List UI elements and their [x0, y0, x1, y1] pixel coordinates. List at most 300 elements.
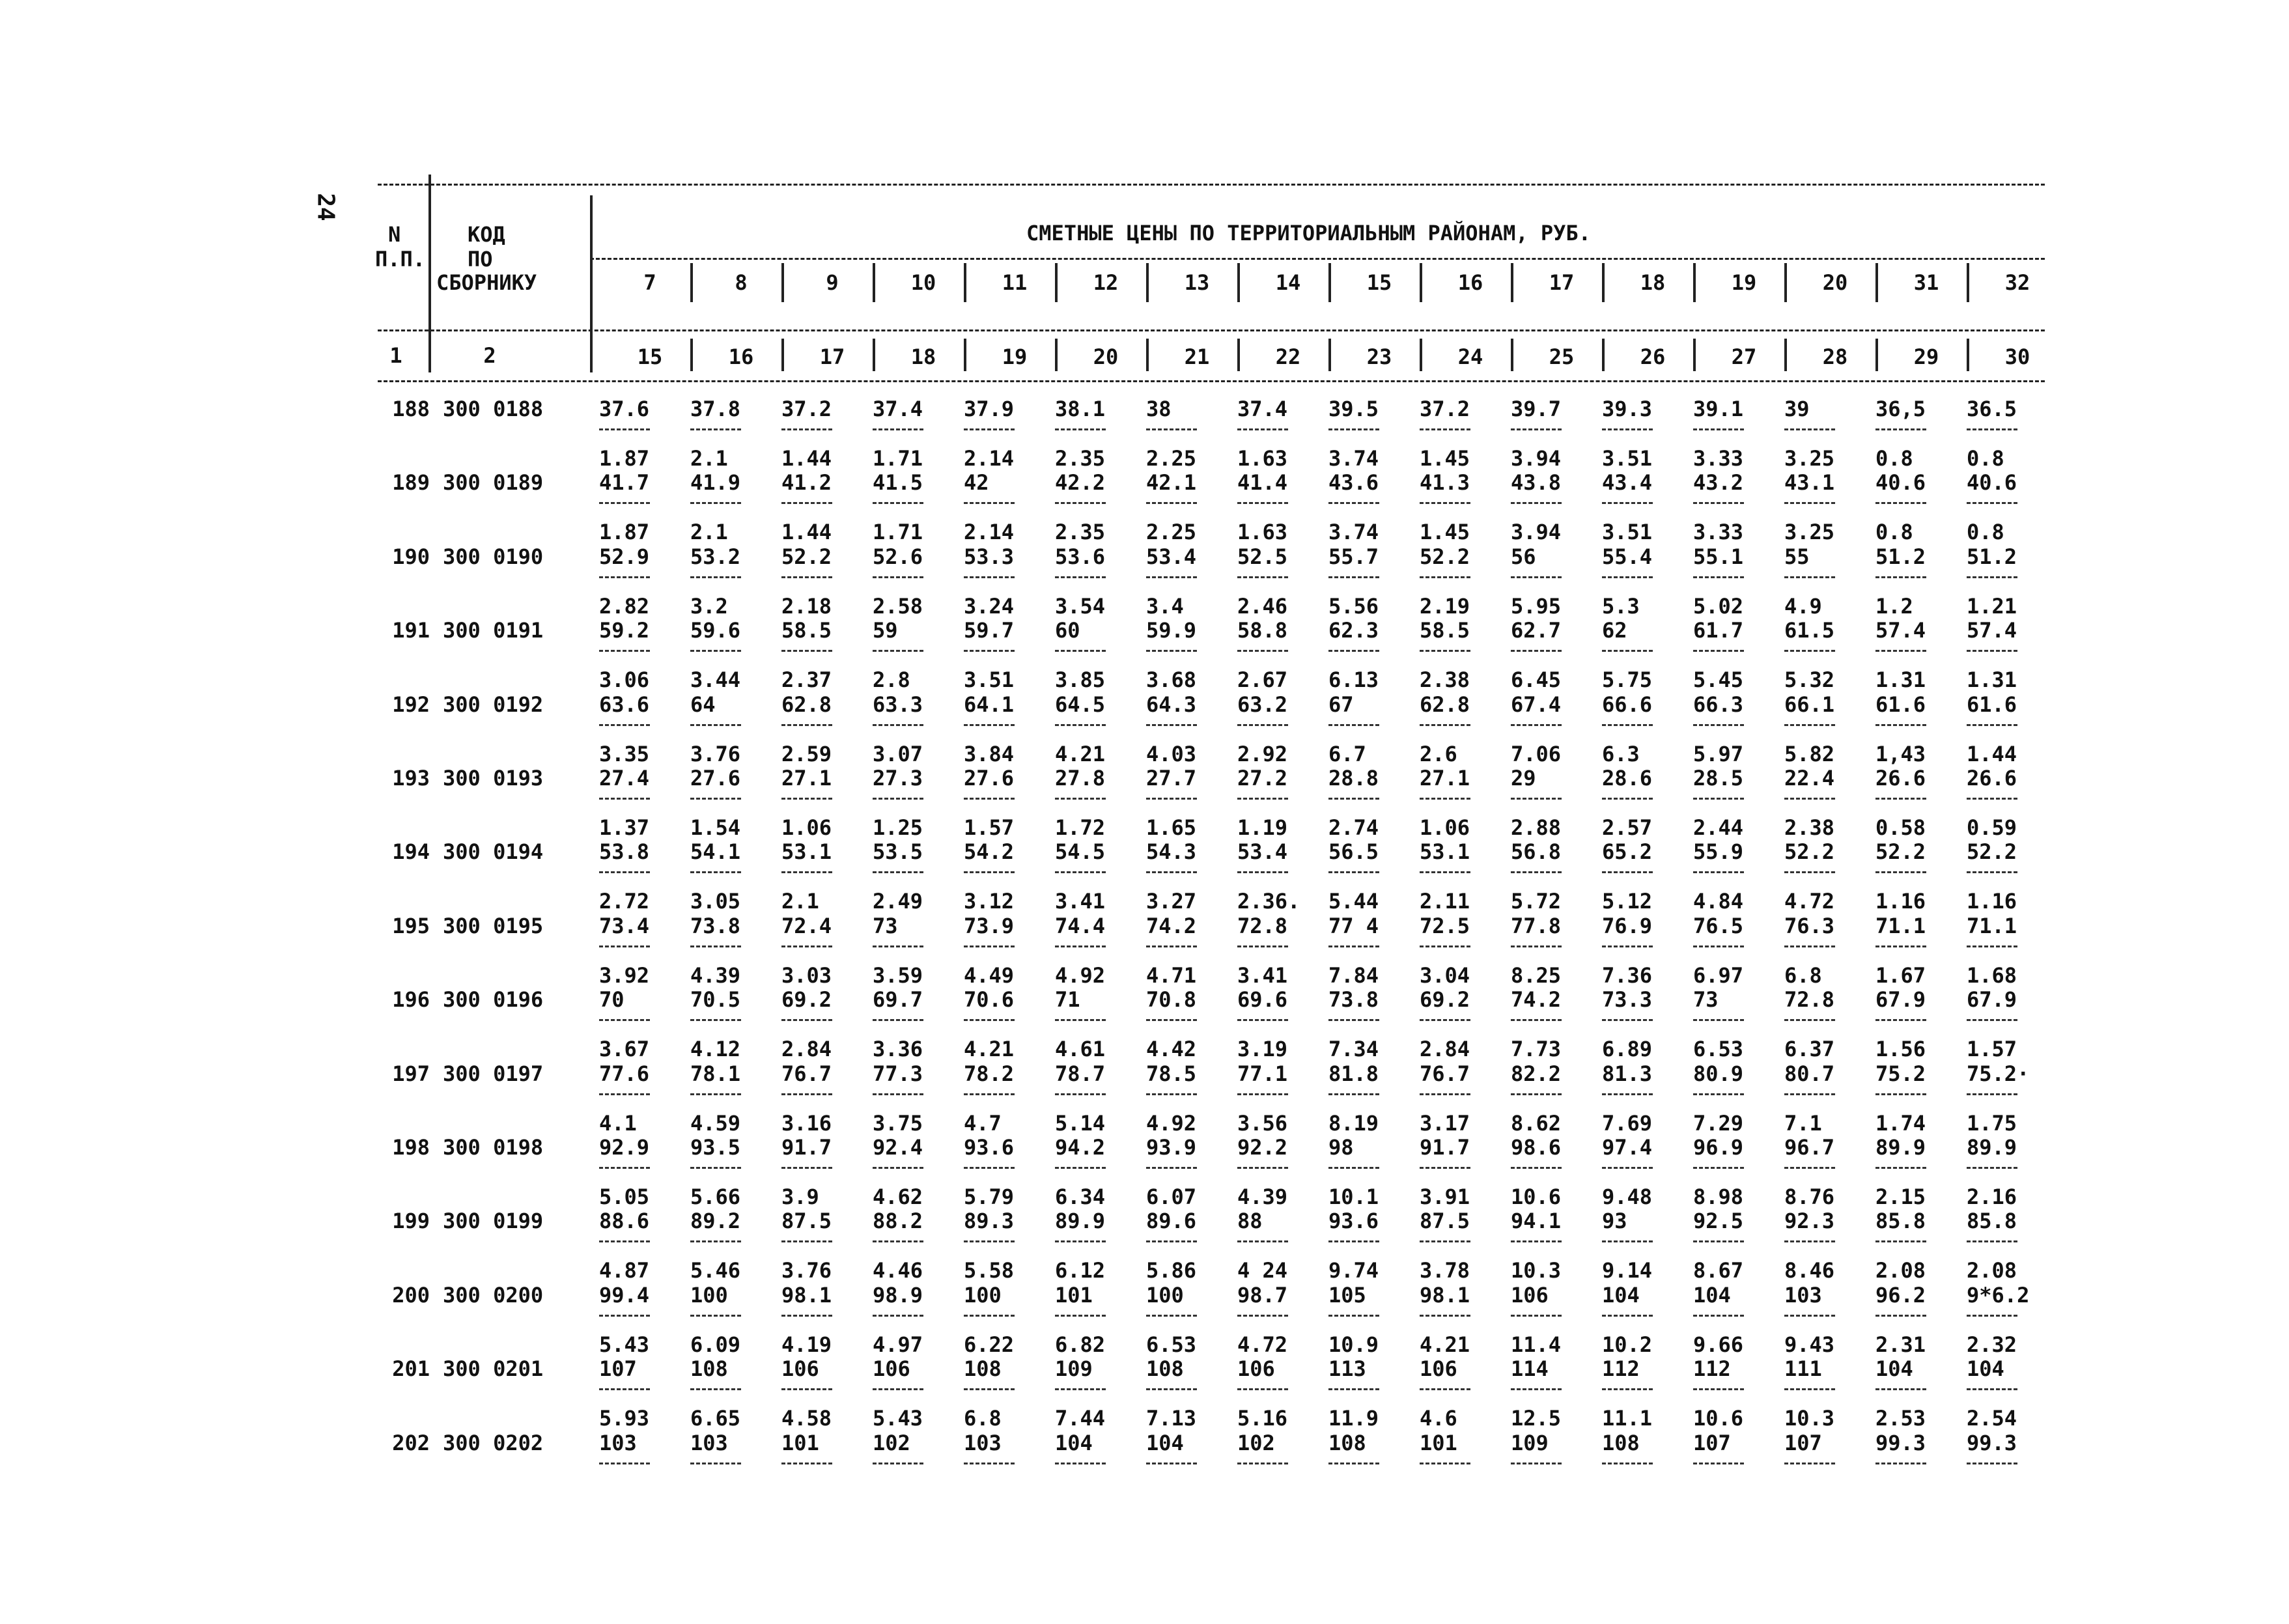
fraction-bar — [1784, 1167, 1835, 1169]
district-lower-label: 27 — [1731, 344, 1757, 369]
price-value-lower: 2.31 — [1875, 1332, 1926, 1357]
price-value: 55.7 — [1328, 544, 1379, 569]
price-value-lower: 3.74 — [1328, 446, 1379, 471]
fraction-bar — [1693, 1388, 1744, 1390]
fraction-bar — [1784, 650, 1835, 652]
fraction-bar — [1237, 1463, 1288, 1464]
district-column-divider — [873, 339, 875, 371]
col-code-line3: СБОРНИКУ — [436, 270, 537, 295]
price-value-lower: 1.75 — [1967, 1110, 2017, 1136]
price-value-lower: 3.92 — [599, 962, 650, 988]
price-value: 98 — [1328, 1135, 1354, 1160]
fraction-bar — [964, 1019, 1015, 1021]
price-value-lower: 3.27 — [1146, 889, 1197, 914]
price-value: 82.2 — [1511, 1061, 1562, 1086]
price-value-lower: 1.25 — [873, 815, 923, 840]
col-index-1: 1 — [389, 343, 402, 368]
price-value: 56.5 — [1328, 839, 1379, 865]
district-column-divider — [964, 263, 966, 302]
price-value: 69.7 — [873, 987, 923, 1013]
price-value-lower: 3.07 — [873, 741, 923, 766]
price-value-lower: 3.54 — [1055, 593, 1106, 619]
price-value-lower: 3.94 — [1511, 520, 1562, 545]
price-value: 39.5 — [1328, 397, 1379, 421]
fraction-bar — [1420, 871, 1470, 873]
price-value: 53.5 — [873, 839, 923, 865]
fraction-bar — [964, 1240, 1015, 1242]
price-value-lower: 3.91 — [1420, 1184, 1470, 1209]
price-value: 55.9 — [1693, 839, 1744, 865]
price-value-lower: 1.54 — [690, 815, 741, 840]
price-value: 43.8 — [1511, 470, 1562, 496]
fraction-bar — [964, 576, 1015, 578]
fraction-bar — [1693, 428, 1744, 430]
price-value-lower: 4.21 — [964, 1037, 1015, 1062]
price-value: 41.2 — [781, 470, 832, 496]
price-value-lower: 2.84 — [781, 1037, 832, 1062]
fraction-bar — [1967, 1019, 2017, 1021]
table-top-rule — [378, 184, 2045, 186]
price-value-lower: 2.84 — [1420, 1037, 1470, 1062]
price-value: 59 — [873, 618, 898, 643]
fraction-bar — [1693, 724, 1744, 726]
fraction-bar — [1967, 1315, 2017, 1317]
fraction-bar — [1602, 871, 1653, 873]
fraction-bar — [1328, 1093, 1379, 1095]
price-value: 59.2 — [599, 618, 650, 643]
price-value-lower: 6.82 — [1055, 1332, 1106, 1357]
fraction-bar — [1055, 650, 1106, 652]
fraction-bar — [1967, 1463, 2017, 1464]
price-value-lower: 2.08 — [1875, 1258, 1926, 1283]
price-value: 72.8 — [1237, 913, 1288, 938]
fraction-bar — [1602, 1167, 1653, 1169]
price-value-lower: 6.34 — [1055, 1184, 1106, 1209]
price-value-lower: 0.59 — [1967, 815, 2017, 840]
price-value: 77.8 — [1511, 913, 1562, 938]
price-value-lower: 1.44 — [781, 520, 832, 545]
fraction-bar — [873, 724, 923, 726]
price-value-lower: 6.53 — [1146, 1332, 1197, 1357]
fraction-bar — [1784, 576, 1835, 578]
fraction-bar — [1055, 945, 1106, 947]
fraction-bar — [1875, 576, 1926, 578]
price-value: 66.3 — [1693, 692, 1744, 717]
row-number: 198 — [392, 1135, 430, 1160]
fraction-bar — [964, 650, 1015, 652]
fraction-bar — [690, 1093, 741, 1095]
price-value-lower: 2.1 — [781, 889, 819, 914]
price-value-lower: 3.41 — [1237, 962, 1288, 988]
price-value-lower: 3.78 — [1420, 1258, 1470, 1283]
price-value: 78.5 — [1146, 1061, 1197, 1086]
fraction-bar — [781, 650, 832, 652]
fraction-bar — [690, 871, 741, 873]
price-value-lower: 1.31 — [1967, 667, 2017, 693]
fraction-bar — [1875, 1240, 1926, 1242]
price-value-lower: 1.21 — [1967, 593, 2017, 619]
price-value-lower: 11.9 — [1328, 1406, 1379, 1431]
row-code: 300 0201 — [443, 1356, 544, 1382]
fraction-bar — [690, 1388, 741, 1390]
fraction-bar — [1875, 945, 1926, 947]
price-value: 39.3 — [1602, 397, 1653, 421]
price-value-lower: 6.53 — [1693, 1037, 1744, 1062]
price-value: 71 — [1055, 987, 1080, 1013]
price-value: 43.1 — [1784, 470, 1835, 496]
district-column-divider — [1875, 339, 1878, 371]
fraction-bar — [1328, 724, 1379, 726]
price-value: 54.1 — [690, 839, 741, 865]
price-value-lower: 2.18 — [781, 593, 832, 619]
fraction-bar — [1420, 1019, 1470, 1021]
price-value-lower: 2.49 — [873, 889, 923, 914]
price-value: 88.2 — [873, 1209, 923, 1234]
fraction-bar — [1511, 576, 1562, 578]
price-value-lower: 3.74 — [1328, 520, 1379, 545]
price-value: 105 — [1328, 1282, 1366, 1308]
price-value: 55.4 — [1602, 544, 1653, 569]
price-value-lower: 4.1 — [599, 1110, 637, 1136]
fraction-bar — [1328, 428, 1379, 430]
price-value-lower: 2.16 — [1967, 1184, 2017, 1209]
price-value: 104 — [1602, 1282, 1640, 1308]
fraction-bar — [781, 428, 832, 430]
price-value-lower: 4.72 — [1784, 889, 1835, 914]
price-value: 89.2 — [690, 1209, 741, 1234]
price-value: 73 — [1693, 987, 1719, 1013]
fraction-bar — [1967, 1240, 2017, 1242]
price-value-lower: 5.14 — [1055, 1110, 1106, 1136]
price-value-lower: 5.12 — [1602, 889, 1653, 914]
fraction-bar — [1055, 1019, 1106, 1021]
price-value: 67.9 — [1967, 987, 2017, 1013]
price-value-lower: 0.8 — [1875, 520, 1913, 545]
fraction-bar — [1967, 576, 2017, 578]
price-value: 112 — [1693, 1356, 1731, 1382]
price-value-lower: 5.93 — [599, 1406, 650, 1431]
col-code-line2: ПО — [468, 247, 493, 272]
fraction-bar — [1420, 1463, 1470, 1464]
price-value-lower: 5.79 — [964, 1184, 1015, 1209]
price-value-lower: 6.12 — [1055, 1258, 1106, 1283]
price-value: 42 — [964, 470, 989, 496]
fraction-bar — [1784, 1019, 1835, 1021]
fraction-bar — [1784, 1093, 1835, 1095]
fraction-bar — [1693, 650, 1744, 652]
price-value-lower: 6.45 — [1511, 667, 1562, 693]
district-lower-label: 15 — [637, 344, 663, 369]
price-value: 58.5 — [781, 618, 832, 643]
price-value: 92.3 — [1784, 1209, 1835, 1234]
fraction-bar — [1146, 1388, 1197, 1390]
row-number: 201 — [392, 1356, 430, 1382]
price-value: 73.3 — [1602, 987, 1653, 1013]
fraction-bar — [1055, 428, 1106, 430]
price-value-lower: 5.43 — [873, 1406, 923, 1431]
price-value-lower: 0.8 — [1967, 520, 2004, 545]
fraction-bar — [1511, 724, 1562, 726]
price-value: 69.2 — [1420, 987, 1470, 1013]
district-upper-label: 10 — [910, 270, 936, 295]
fraction-bar — [1875, 1388, 1926, 1390]
district-upper-label: 7 — [643, 270, 656, 295]
group-title: СМЕТНЫЕ ЦЕНЫ ПО ТЕРРИТОРИАЛЬНЫМ РАЙОНАМ, РУБ. — [1026, 221, 1591, 245]
price-value: 93.6 — [964, 1135, 1015, 1160]
fraction-bar — [1420, 724, 1470, 726]
price-value-lower: 4.42 — [1146, 1037, 1197, 1062]
price-value-lower: 8.25 — [1511, 962, 1562, 988]
price-value: 69.6 — [1237, 987, 1288, 1013]
price-value: 52.2 — [781, 544, 832, 569]
price-value: 66.6 — [1602, 692, 1653, 717]
row-number: 200 — [392, 1282, 430, 1308]
row-code: 300 0195 — [443, 913, 544, 938]
price-value-lower: 2.92 — [1237, 741, 1288, 766]
price-value-lower: 9.66 — [1693, 1332, 1744, 1357]
header-mid-rule — [378, 329, 2045, 331]
fraction-bar — [1055, 502, 1106, 504]
price-value: 55.1 — [1693, 544, 1744, 569]
fraction-bar — [873, 1463, 923, 1464]
price-value-lower: 6.3 — [1602, 741, 1640, 766]
price-value-lower: 2.36. — [1237, 889, 1300, 914]
price-value: 27.3 — [873, 766, 923, 791]
fraction-bar — [1967, 798, 2017, 800]
fraction-bar — [1146, 1463, 1197, 1464]
price-value-lower: 4.03 — [1146, 741, 1197, 766]
price-value-lower: 2.1 — [690, 520, 728, 545]
price-value: 73.4 — [599, 913, 650, 938]
price-value-lower: 4.72 — [1237, 1332, 1288, 1357]
price-value: 89.6 — [1146, 1209, 1197, 1234]
price-value-lower: 3.33 — [1693, 520, 1744, 545]
fraction-bar — [964, 1315, 1015, 1317]
price-value: 37.6 — [599, 397, 650, 421]
fraction-bar — [781, 576, 832, 578]
price-value: 85.8 — [1967, 1209, 2017, 1234]
price-value: 27.8 — [1055, 766, 1106, 791]
district-column-divider — [1237, 339, 1240, 371]
price-value-lower: 1.16 — [1967, 889, 2017, 914]
price-value: 75.2· — [1967, 1061, 2030, 1086]
price-value: 64.5 — [1055, 692, 1106, 717]
fraction-bar — [1420, 576, 1470, 578]
price-value: 37.4 — [1237, 397, 1288, 421]
price-value-lower: 10.9 — [1328, 1332, 1379, 1357]
fraction-bar — [599, 1463, 650, 1464]
fraction-bar — [1967, 502, 2017, 504]
price-value-lower: 9.14 — [1602, 1258, 1653, 1283]
district-lower-label: 22 — [1275, 344, 1301, 369]
price-value-lower: 6.8 — [964, 1406, 1002, 1431]
price-value: 40.6 — [1967, 470, 2017, 496]
fraction-bar — [1055, 1463, 1106, 1464]
fraction-bar — [1237, 798, 1288, 800]
price-value-lower: 4.21 — [1055, 741, 1106, 766]
col-num-line2: П.П. — [375, 247, 426, 272]
row-number: 194 — [392, 839, 430, 865]
fraction-bar — [1420, 1240, 1470, 1242]
price-value: 22.4 — [1784, 766, 1835, 791]
district-upper-label: 17 — [1549, 270, 1575, 295]
price-value: 55 — [1784, 544, 1810, 569]
price-value: 113 — [1328, 1356, 1366, 1382]
price-value: 93.5 — [690, 1135, 741, 1160]
fraction-bar — [1784, 428, 1835, 430]
price-value: 9*6.2 — [1967, 1282, 2030, 1308]
fraction-bar — [1420, 1388, 1470, 1390]
price-value: 98.6 — [1511, 1135, 1562, 1160]
fraction-bar — [1875, 1093, 1926, 1095]
price-value: 53.8 — [599, 839, 650, 865]
fraction-bar — [873, 650, 923, 652]
row-number: 190 — [392, 544, 430, 569]
fraction-bar — [1693, 1463, 1744, 1464]
price-value-lower: 7.44 — [1055, 1406, 1106, 1431]
district-column-divider — [1420, 339, 1422, 371]
price-value-lower: 2.88 — [1511, 815, 1562, 840]
price-value: 106 — [1237, 1356, 1275, 1382]
fraction-bar — [873, 1388, 923, 1390]
price-value-lower: 2.1 — [690, 446, 728, 471]
price-value: 65.2 — [1602, 839, 1653, 865]
fraction-bar — [1967, 428, 2017, 430]
price-value-lower: 10.3 — [1784, 1406, 1835, 1431]
price-value: 73.9 — [964, 913, 1015, 938]
price-value: 39.1 — [1693, 397, 1744, 421]
price-value-lower: 2.67 — [1237, 667, 1288, 693]
fraction-bar — [1511, 798, 1562, 800]
fraction-bar — [1420, 1167, 1470, 1169]
fraction-bar — [1875, 1019, 1926, 1021]
price-value-lower: 0.58 — [1875, 815, 1926, 840]
district-column-divider — [690, 339, 693, 371]
price-value-lower: 4.21 — [1420, 1332, 1470, 1357]
price-value-lower: 2.32 — [1967, 1332, 2017, 1357]
fraction-bar — [1784, 1388, 1835, 1390]
district-column-divider — [1784, 263, 1787, 302]
price-value: 88 — [1237, 1209, 1263, 1234]
price-value-lower: 5.02 — [1693, 593, 1744, 619]
district-column-divider — [873, 263, 875, 302]
price-value: 61.6 — [1875, 692, 1926, 717]
row-code: 300 0192 — [443, 692, 544, 717]
fraction-bar — [599, 724, 650, 726]
price-value: 27.7 — [1146, 766, 1197, 791]
price-value-lower: 3.41 — [1055, 889, 1106, 914]
price-value: 70 — [599, 987, 625, 1013]
price-value: 64 — [690, 692, 716, 717]
fraction-bar — [964, 1167, 1015, 1169]
price-value: 98.7 — [1237, 1282, 1288, 1308]
fraction-bar — [1602, 1240, 1653, 1242]
fraction-bar — [1693, 1093, 1744, 1095]
price-value: 62.7 — [1511, 618, 1562, 643]
price-value-lower: 3.16 — [781, 1110, 832, 1136]
fraction-bar — [1055, 1388, 1106, 1390]
fraction-bar — [690, 1463, 741, 1464]
price-value: 108 — [690, 1356, 728, 1382]
fraction-bar — [1511, 945, 1562, 947]
price-value-lower: 3.75 — [873, 1110, 923, 1136]
price-value: 52.2 — [1420, 544, 1470, 569]
fraction-bar — [599, 1240, 650, 1242]
district-lower-label: 19 — [1002, 344, 1028, 369]
price-value-lower: 5.32 — [1784, 667, 1835, 693]
price-value: 99.3 — [1967, 1430, 2017, 1455]
price-value-lower: 3.76 — [781, 1258, 832, 1283]
price-value: 67.4 — [1511, 692, 1562, 717]
fraction-bar — [1784, 871, 1835, 873]
district-lower-label: 18 — [910, 344, 936, 369]
row-code: 300 0198 — [443, 1135, 544, 1160]
price-value-lower: 2.82 — [599, 593, 650, 619]
price-value: 102 — [1237, 1430, 1275, 1455]
price-value-lower: 7.73 — [1511, 1037, 1562, 1062]
price-value-lower: 1.44 — [781, 446, 832, 471]
row-number: 202 — [392, 1430, 430, 1455]
price-value: 80.9 — [1693, 1061, 1744, 1086]
price-value: 114 — [1511, 1356, 1549, 1382]
row-code: 300 0194 — [443, 839, 544, 865]
price-value: 85.8 — [1875, 1209, 1926, 1234]
fraction-bar — [690, 428, 741, 430]
row-number: 188 — [392, 397, 430, 421]
header-sub-rule — [590, 258, 2045, 260]
price-value: 93 — [1602, 1209, 1627, 1234]
price-value-lower: 7.1 — [1784, 1110, 1822, 1136]
fraction-bar — [1146, 650, 1197, 652]
fraction-bar — [1328, 1167, 1379, 1169]
district-lower-label: 29 — [1913, 344, 1939, 369]
price-value-lower: 3.9 — [781, 1184, 819, 1209]
price-value-lower: 3.12 — [964, 889, 1015, 914]
fraction-bar — [1055, 1315, 1106, 1317]
price-value: 70.6 — [964, 987, 1015, 1013]
price-value-lower: 1.56 — [1875, 1037, 1926, 1062]
row-code: 300 0188 — [443, 397, 544, 421]
price-value: 63.2 — [1237, 692, 1288, 717]
price-value: 41.5 — [873, 470, 923, 496]
price-value: 59.6 — [690, 618, 741, 643]
price-value: 53.6 — [1055, 544, 1106, 569]
price-value-lower: 8.46 — [1784, 1258, 1835, 1283]
price-value-lower: 7.36 — [1602, 962, 1653, 988]
price-value: 38.1 — [1055, 397, 1106, 421]
price-value: 53.1 — [781, 839, 832, 865]
price-value-lower: 2.72 — [599, 889, 650, 914]
price-value-lower: 3.4 — [1146, 593, 1184, 619]
price-value-lower: 6.09 — [690, 1332, 741, 1357]
fraction-bar — [690, 1315, 741, 1317]
price-value-lower: 5.44 — [1328, 889, 1379, 914]
price-value-lower: 3.06 — [599, 667, 650, 693]
price-value: 62 — [1602, 618, 1627, 643]
price-value: 78.7 — [1055, 1061, 1106, 1086]
fraction-bar — [1146, 1240, 1197, 1242]
fraction-bar — [873, 1019, 923, 1021]
fraction-bar — [781, 1019, 832, 1021]
price-value-lower: 7.34 — [1328, 1037, 1379, 1062]
price-value: 57.4 — [1875, 618, 1926, 643]
fraction-bar — [1328, 576, 1379, 578]
price-value: 43.6 — [1328, 470, 1379, 496]
fraction-bar — [964, 945, 1015, 947]
fraction-bar — [1146, 724, 1197, 726]
price-value: 71.1 — [1875, 913, 1926, 938]
price-value-lower: 2.54 — [1967, 1406, 2017, 1431]
